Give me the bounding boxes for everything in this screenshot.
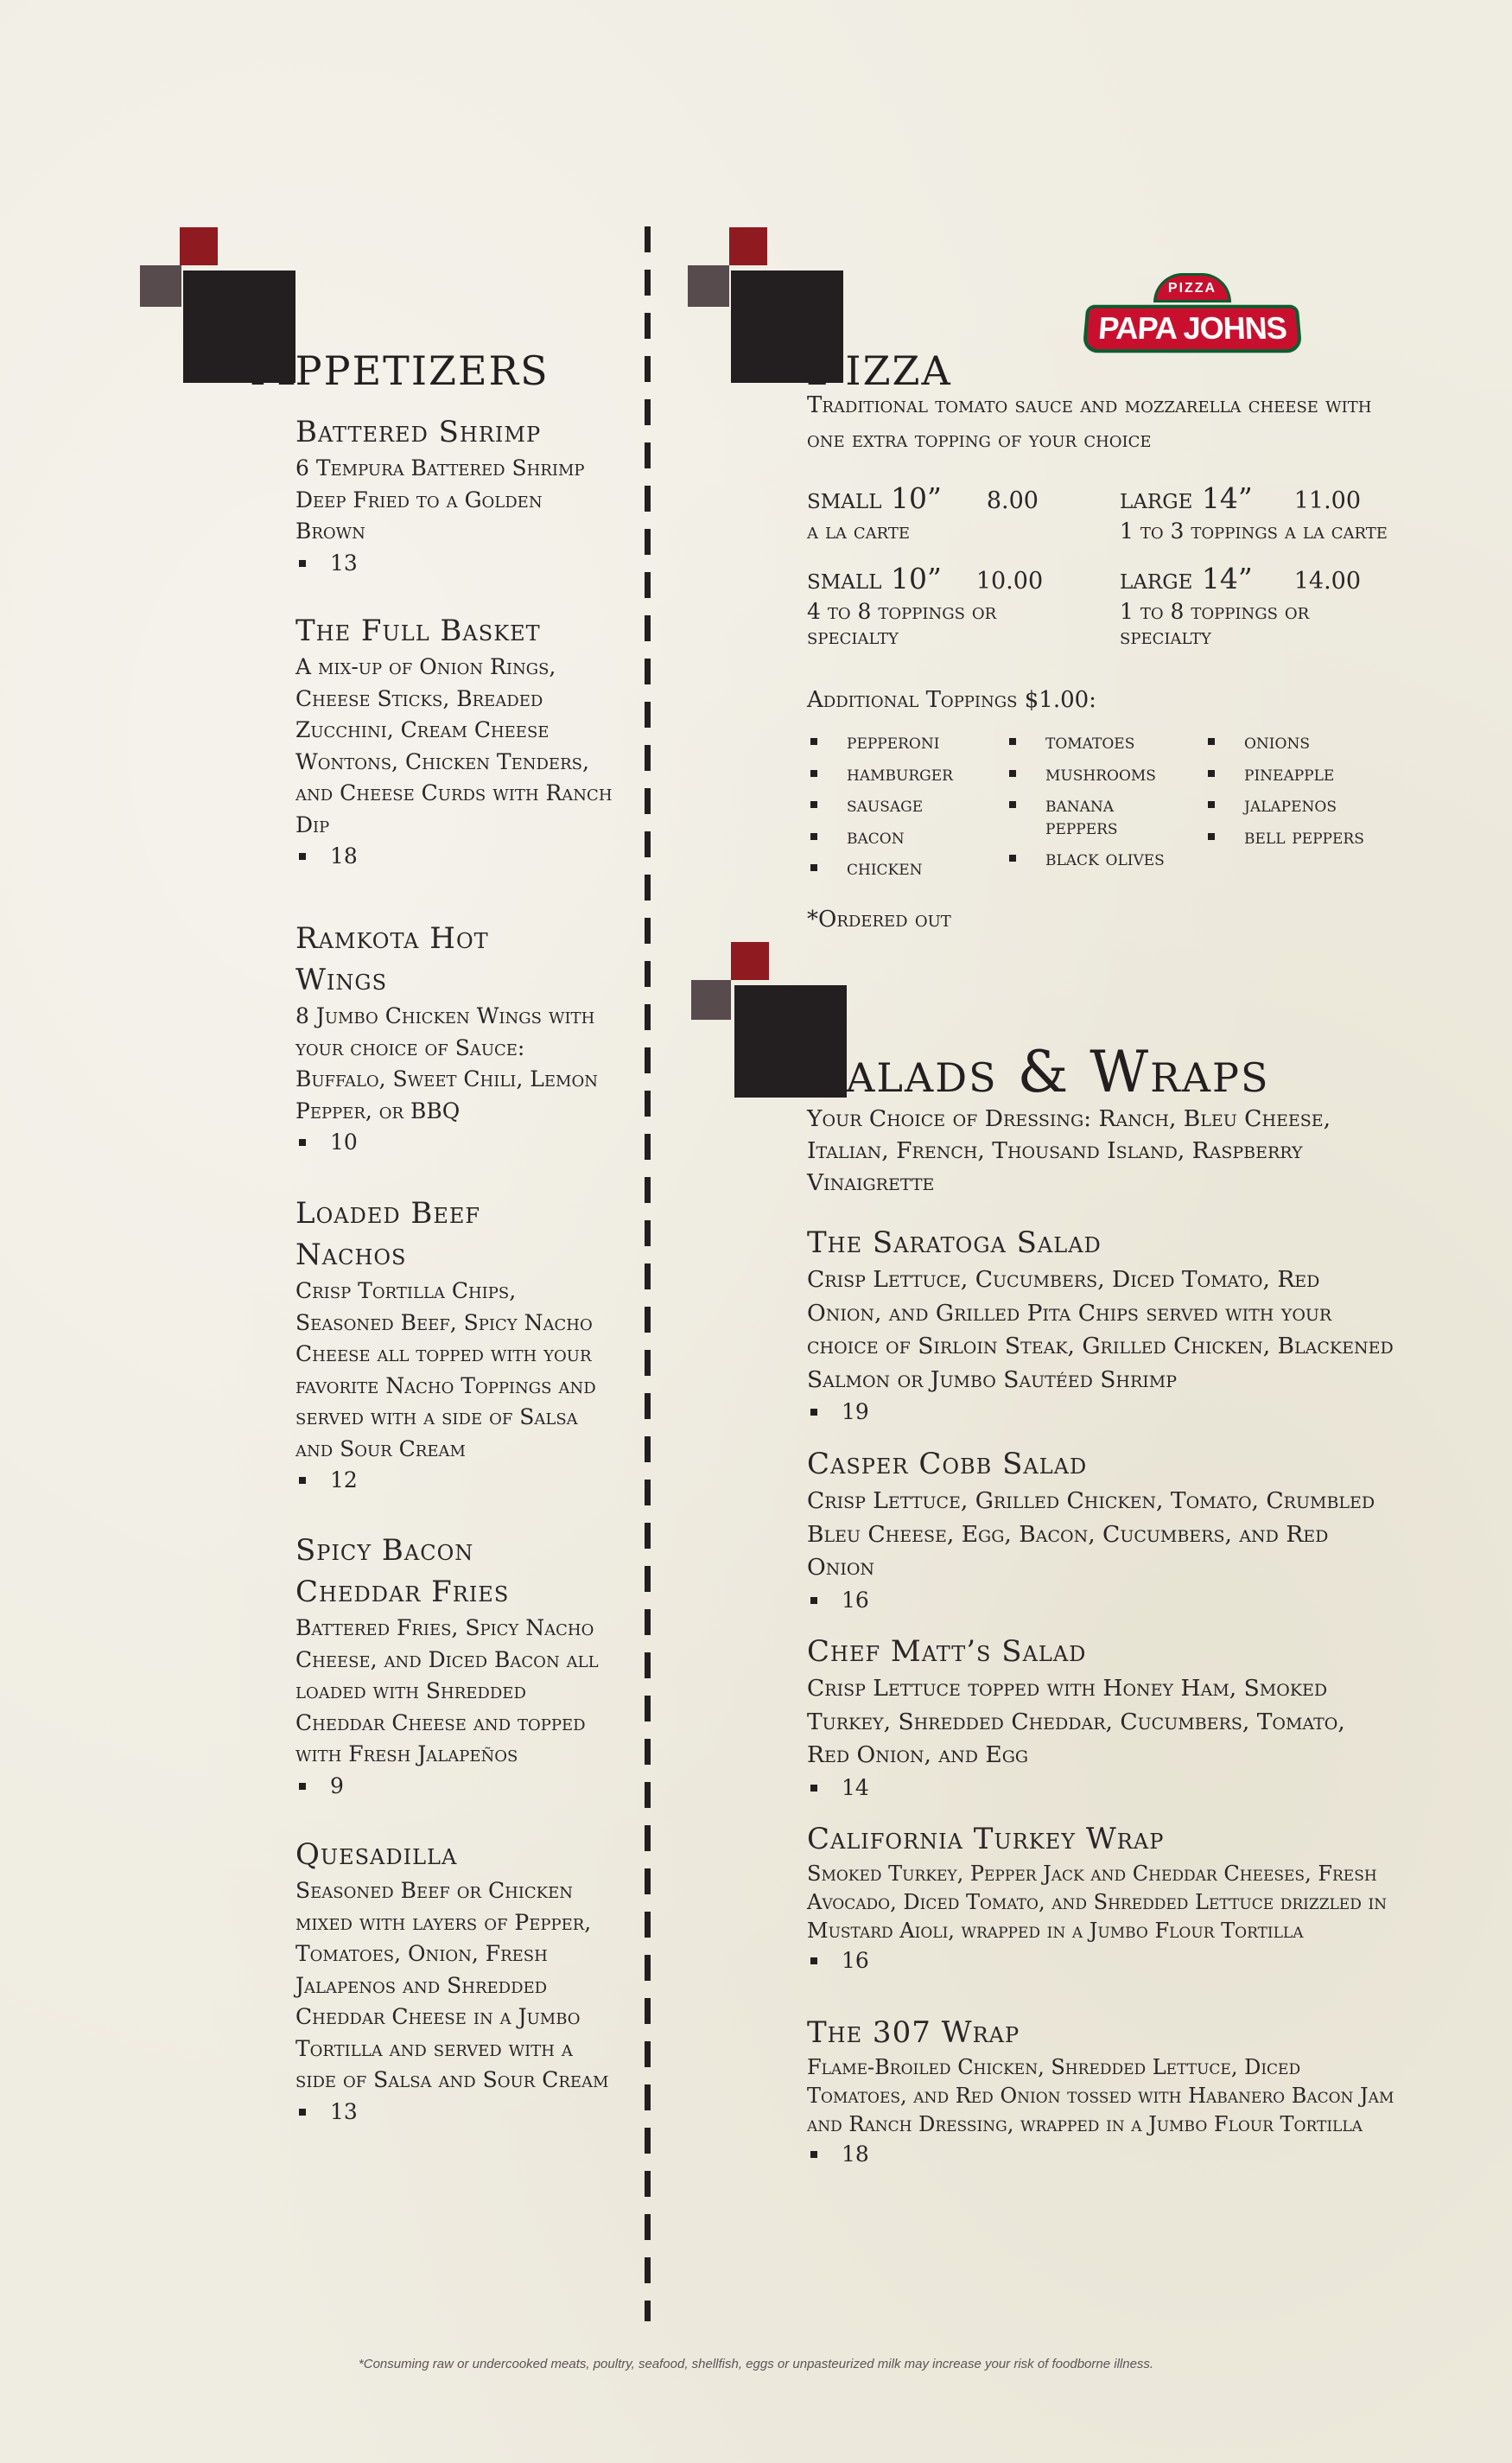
item-name: The Full Basket <box>295 614 541 648</box>
size-price: 11.00 <box>1293 487 1362 514</box>
item-price <box>295 548 615 579</box>
item-name: Casper Cobb Salad <box>807 1447 1088 1481</box>
pizza-size-option <box>807 562 1066 649</box>
salads-description: Your Choice of Dressing: Ranch, Bleu Cheese, Italian, French, Thousand Island, Raspberry Vinaigrette <box>807 1105 1331 1196</box>
bullet-icon <box>810 770 817 777</box>
item-name: Loaded Beef Nachos <box>295 1196 481 1272</box>
bullet-icon <box>810 1957 817 1964</box>
papa-johns-logo <box>1084 270 1300 365</box>
topping-item: onions <box>1204 726 1412 758</box>
bullet-icon <box>810 1409 817 1416</box>
item-price <box>295 2097 615 2128</box>
item-price <box>807 1945 1394 1976</box>
appetizers-title: Appetizers <box>252 332 550 398</box>
size-label: small 10” <box>807 481 942 515</box>
item-price <box>295 1127 615 1158</box>
logo-top-text: PIZZA <box>1153 273 1231 302</box>
item-desc: A mix-up of Onion Rings, Cheese Sticks, Breaded Zucchini, Cream Cheese Wontons, Chicken Tenders, and Cheese Curds with Ranch Dip <box>295 654 613 837</box>
menu-item <box>807 1222 1394 1428</box>
bullet-icon <box>810 1597 817 1604</box>
item-name: The Saratoga Salad <box>807 1225 1102 1260</box>
item-price <box>807 1397 1394 1428</box>
size-price: 14.00 <box>1293 568 1362 595</box>
item-desc: Crisp Lettuce topped with Honey Ham, Smoked Turkey, Shredded Cheddar, Cucumbers, Tomato, Red Onion, and Egg <box>807 1675 1345 1768</box>
item-desc: Crisp Lettuce, Cucumbers, Diced Tomato, Red Onion, and Grilled Pita Chips served with your choice of Sirloin Steak, Grilled Chicken, Blackened Salmon or Jumbo Sautéed Shrimp <box>807 1266 1394 1393</box>
item-desc: Flame-Broiled Chicken, Shredded Lettuce, Diced Tomatoes, and Red Onion tossed with Habanero Bacon Jam and Ranch Dressing, wrapped in a Jumbo Flour Tortilla <box>807 2055 1394 2136</box>
topping-item: chicken <box>807 852 997 884</box>
size-label: large 14” <box>1120 562 1253 595</box>
bullet-icon <box>1208 738 1215 745</box>
bullet-icon <box>810 2151 817 2158</box>
bullet-icon <box>299 2109 306 2116</box>
bullet-icon <box>810 801 817 808</box>
size-price: 8.00 <box>986 487 1039 514</box>
price-value: 16 <box>842 1948 869 1973</box>
bullet-icon <box>1009 770 1016 777</box>
bullet-icon <box>1009 738 1016 745</box>
item-desc: Smoked Turkey, Pepper Jack and Cheddar Cheeses, Fresh Avocado, Diced Tomato, and Shredded Lettuce drizzled in Mustard Aioli, wrapped in a Jumbo Flour Tortilla <box>807 1862 1388 1943</box>
decor-square-red <box>731 942 769 980</box>
bullet-icon <box>810 1785 817 1792</box>
menu-item <box>295 1193 615 1496</box>
bullet-icon <box>1208 801 1215 808</box>
pizza-title: Pizza <box>805 332 952 398</box>
item-desc: 6 Tempura Battered Shrimp Deep Fried to a Golden Brown <box>295 455 585 544</box>
bullet-icon <box>299 1139 306 1146</box>
pizza-description: Traditional tomato sauce and mozzarella cheese with one extra topping of your choice <box>807 392 1372 453</box>
item-desc: Crisp Tortilla Chips, Seasoned Beef, Spicy Nacho Cheese all topped with your favorite Nacho Toppings and served with a side of Salsa and Sour Cream <box>295 1278 596 1461</box>
price-value: 12 <box>330 1467 358 1492</box>
item-desc: Seasoned Beef or Chicken mixed with layers of Pepper, Tomatoes, Onion, Fresh Jalapenos and Shredded Cheddar Cheese in a Jumbo Tortilla and served with a side of Salsa and Sour Cream <box>295 1878 609 2092</box>
bullet-icon <box>1208 770 1215 777</box>
price-value: 16 <box>842 1587 869 1613</box>
item-price <box>807 1585 1394 1616</box>
pizza-size-option <box>807 481 1092 544</box>
menu-item <box>807 1443 1394 1616</box>
size-sub: 1 to 3 toppings a la carte <box>1120 519 1388 544</box>
bullet-icon <box>1009 855 1016 862</box>
item-name: The 307 Wrap <box>807 2015 1020 2050</box>
menu-item <box>295 610 615 872</box>
decor-square-red <box>180 227 218 265</box>
menu-item <box>807 1631 1394 1804</box>
item-desc: 8 Jumbo Chicken Wings with your choice of Sauce: Buffalo, Sweet Chili, Lemon Pepper, or BBQ <box>295 1003 598 1123</box>
price-value: 19 <box>842 1399 869 1424</box>
item-price <box>807 1772 1394 1804</box>
item-desc: Crisp Lettuce, Grilled Chicken, Tomato, Crumbled Bleu Cheese, Egg, Bacon, Cucumbers, and Red Onion <box>807 1487 1375 1581</box>
pizza-note: *Ordered out <box>807 907 951 932</box>
price-value: 13 <box>330 2098 358 2124</box>
health-disclaimer: *Consuming raw or undercooked meats, poultry, seafood, shellfish, eggs or unpasteurized milk may increase your risk of foodborne illness. <box>358 2357 1154 2371</box>
bullet-icon <box>299 853 306 860</box>
price-value: 18 <box>330 843 358 869</box>
bullet-icon <box>299 560 306 567</box>
menu-item <box>295 918 615 1158</box>
topping-item: pepperoni <box>807 726 997 758</box>
topping-item: mushrooms <box>1006 758 1178 790</box>
topping-item: sausage <box>807 789 997 821</box>
item-price <box>295 841 615 872</box>
item-desc: Battered Fries, Spicy Nacho Cheese, and Diced Bacon all loaded with Shredded Cheddar Cheese and topped with Fresh Jalapeños <box>295 1615 599 1766</box>
bullet-icon <box>810 833 817 840</box>
decor-square-grey <box>688 265 729 307</box>
topping-item: hamburger <box>807 758 997 790</box>
decor-square-red <box>729 227 767 265</box>
price-value: 9 <box>330 1772 344 1798</box>
topping-item: black olives <box>1006 843 1178 875</box>
item-price <box>295 1465 615 1496</box>
item-price <box>807 2139 1394 2170</box>
bullet-icon <box>810 864 817 871</box>
item-name: Chef Matt’s Salad <box>807 1634 1087 1669</box>
decor-square-grey <box>140 265 181 307</box>
decor-square-grey <box>691 980 731 1020</box>
menu-item <box>295 1530 615 1802</box>
item-name: Quesadilla <box>295 1837 458 1872</box>
size-price: 10.00 <box>975 568 1044 595</box>
item-name: Spicy Bacon Cheddar Fries <box>295 1533 510 1609</box>
item-price <box>295 1771 615 1802</box>
bullet-icon <box>299 1783 306 1790</box>
price-value: 10 <box>330 1130 358 1155</box>
pizza-size-option <box>1120 562 1379 649</box>
toppings-column <box>1204 726 1412 852</box>
price-value: 14 <box>842 1774 869 1800</box>
topping-item: bacon <box>807 821 997 853</box>
bullet-icon <box>299 1477 306 1484</box>
price-value: 18 <box>842 2142 869 2167</box>
menu-item <box>807 2012 1394 2170</box>
price-value: 13 <box>330 550 358 576</box>
toppings-label: Additional Toppings $1.00: <box>807 687 1096 713</box>
bullet-icon <box>810 738 817 745</box>
item-name: California Turkey Wrap <box>807 1822 1165 1856</box>
item-name: Battered Shrimp <box>295 415 542 449</box>
bullet-icon <box>1009 801 1016 808</box>
item-name: Ramkota Hot Wings <box>295 921 489 997</box>
topping-item: tomatoes <box>1006 726 1178 758</box>
size-sub: 4 to 8 toppings or specialty <box>807 599 997 649</box>
column-divider <box>645 226 651 2321</box>
topping-item: pineapple <box>1204 758 1412 790</box>
size-label: large 14” <box>1120 481 1253 515</box>
toppings-column <box>1006 726 1178 875</box>
size-label: small 10” <box>807 562 942 595</box>
pizza-size-option <box>1120 481 1414 544</box>
menu-item <box>295 1834 615 2128</box>
menu-item <box>807 1818 1394 1976</box>
bullet-icon <box>1208 833 1215 840</box>
size-sub: a la carte <box>807 519 910 544</box>
logo-banner-text: PAPA JOHNS <box>1083 305 1303 353</box>
topping-item: jalapenos <box>1204 789 1412 821</box>
salads-title: Salads & Wraps <box>805 1039 1270 1105</box>
topping-item: banana peppers <box>1006 789 1175 843</box>
menu-item <box>295 411 615 579</box>
toppings-column <box>807 726 997 884</box>
topping-item: bell peppers <box>1204 821 1412 853</box>
size-sub: 1 to 8 toppings or specialty <box>1120 599 1310 649</box>
